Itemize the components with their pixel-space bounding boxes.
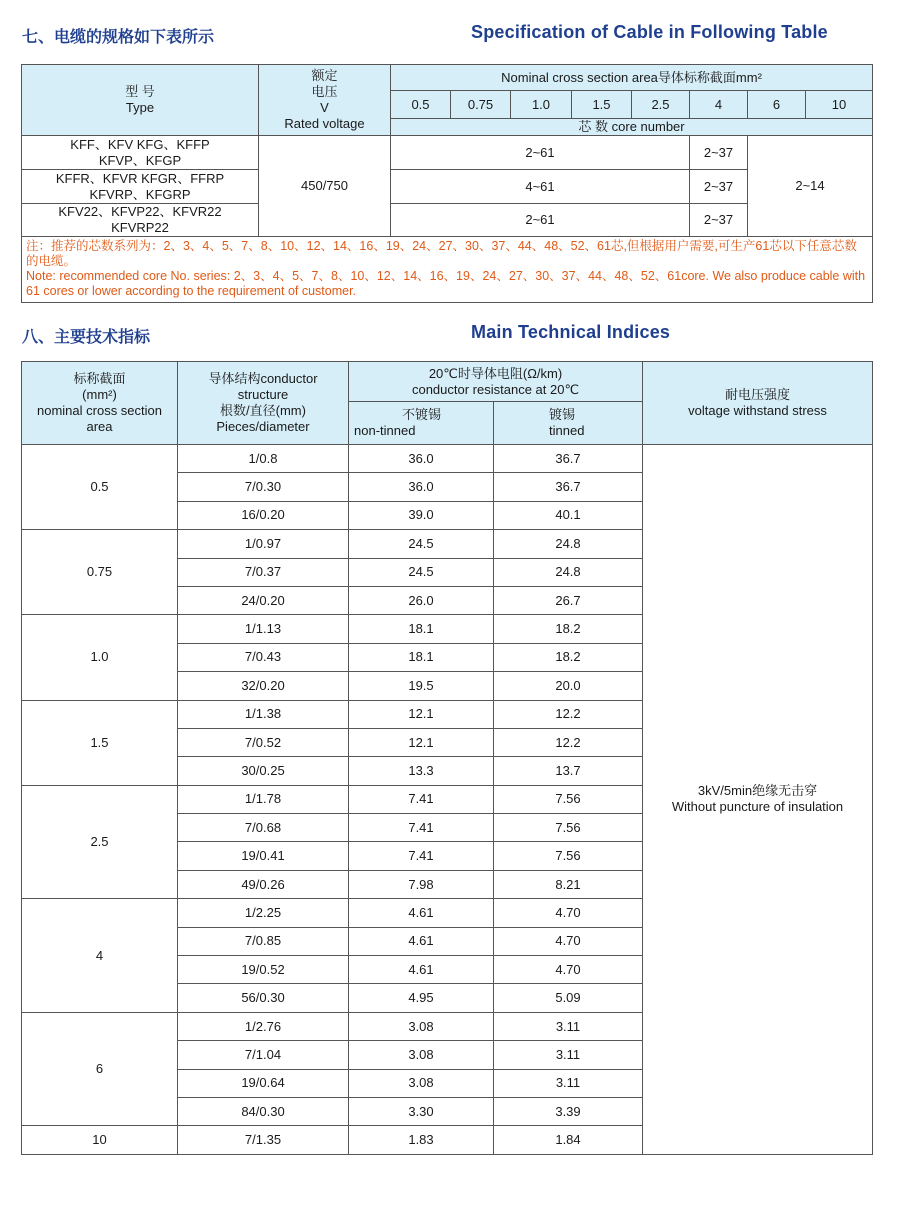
structure-cell: 7/0.30 — [178, 473, 349, 501]
tinned-cell: 3.11 — [494, 1012, 643, 1040]
nontinned-cell: 4.95 — [349, 984, 494, 1012]
structure-cell: 1/1.38 — [178, 700, 349, 728]
tinned-cell: 4.70 — [494, 927, 643, 955]
nontinned-cell: 3.08 — [349, 1012, 494, 1040]
structure-header — [178, 362, 349, 445]
area-header-en2: area — [86, 419, 113, 434]
nontinned-header-cn: 不镀锡 — [402, 407, 442, 422]
nontinned-cell: 3.08 — [349, 1069, 494, 1097]
section8-title-cn: 八、主要技术指标 — [22, 327, 151, 346]
spec-table — [21, 64, 873, 303]
nontinned-cell: 7.98 — [349, 870, 494, 898]
nontinned-cell: 7.41 — [349, 842, 494, 870]
structure-cell: 30/0.25 — [178, 757, 349, 785]
tinned-cell: 5.09 — [494, 984, 643, 1012]
structure-cell: 19/0.52 — [178, 956, 349, 984]
tinned-header-en: tinned — [549, 423, 585, 438]
tinned-cell: 24.8 — [494, 558, 643, 586]
nontinned-cell: 36.0 — [349, 473, 494, 501]
area-cell: 4 — [22, 899, 178, 1013]
type-header — [22, 65, 259, 136]
nontinned-cell: 12.1 — [349, 700, 494, 728]
nontinned-cell: 13.3 — [349, 757, 494, 785]
type-line: KFVP、KFGP — [98, 152, 182, 168]
withstand-cell — [643, 445, 873, 1155]
structure-cell: 7/0.85 — [178, 927, 349, 955]
nontinned-cell: 4.61 — [349, 927, 494, 955]
core-range-cell: 2~61 — [391, 136, 690, 170]
nontinned-header-en: non-tinned — [354, 423, 416, 438]
nontinned-cell: 18.1 — [349, 643, 494, 671]
nontinned-cell: 24.5 — [349, 558, 494, 586]
area-cell: 1.5 — [22, 700, 178, 785]
nontinned-cell: 12.1 — [349, 728, 494, 756]
area-cell: 1.0 — [22, 615, 178, 700]
area-cell: 2.5 — [22, 785, 178, 899]
size-header: 0.5 — [391, 91, 451, 119]
structure-cell: 1/2.25 — [178, 899, 349, 927]
tinned-cell: 8.21 — [494, 870, 643, 898]
structure-cell: 7/0.43 — [178, 643, 349, 671]
size-header: 6 — [748, 91, 806, 119]
tinned-cell: 4.70 — [494, 956, 643, 984]
structure-cell: 84/0.30 — [178, 1097, 349, 1125]
spec-note-en: Note: recommended core No. series: 2、3、4、5、7、8、10、12、14、16、19、24、27、30、37、44、48、52、61core. We also produce cable with 61 cores or lower according to the requirement of customer. — [26, 269, 866, 298]
structure-cell: 7/1.04 — [178, 1041, 349, 1069]
structure-header-l3: 根数/直径(mm) — [220, 403, 306, 418]
nontinned-header — [349, 402, 494, 445]
section7-title-en: Specification of Cable in Following Table — [471, 22, 828, 42]
area-header-cn: 标称截面 — [73, 371, 126, 386]
withstand-header — [643, 362, 873, 445]
tinned-cell: 1.84 — [494, 1126, 643, 1154]
area-cell: 10 — [22, 1126, 178, 1154]
nontinned-cell: 39.0 — [349, 501, 494, 529]
area-cell: 0.75 — [22, 530, 178, 615]
structure-cell: 7/0.68 — [178, 814, 349, 842]
size-header: 4 — [690, 91, 748, 119]
tinned-cell: 20.0 — [494, 672, 643, 700]
tinned-cell: 4.70 — [494, 899, 643, 927]
withstand-header-cn: 耐电压强度 — [725, 387, 791, 402]
structure-cell: 56/0.30 — [178, 984, 349, 1012]
core-range-cell: 2~37 — [690, 204, 748, 237]
rated-voltage-en: Rated voltage — [284, 116, 365, 131]
core-range-cell: 2~14 — [748, 136, 873, 237]
table-row — [22, 445, 873, 473]
withstand-header-en: voltage withstand stress — [688, 403, 827, 418]
spec-note — [22, 237, 873, 303]
nontinned-cell: 26.0 — [349, 586, 494, 614]
type-line: KFV22、KFVP22、KFVR22 — [58, 204, 222, 219]
structure-cell: 7/0.52 — [178, 728, 349, 756]
nominal-area-header: Nominal cross section area导体标称截面mm² — [391, 65, 873, 91]
resistance-header-l1: 20℃时导体电阻(Ω/km) — [428, 365, 563, 381]
core-number-header: 芯 数 core number — [391, 119, 873, 136]
tinned-cell: 3.39 — [494, 1097, 643, 1125]
nontinned-cell: 24.5 — [349, 530, 494, 558]
type-cell — [22, 204, 259, 237]
type-cell — [22, 170, 259, 204]
structure-cell: 1/0.8 — [178, 445, 349, 473]
tinned-cell: 7.56 — [494, 842, 643, 870]
structure-cell: 1/1.78 — [178, 785, 349, 813]
tinned-cell: 18.2 — [494, 643, 643, 671]
tinned-cell: 12.2 — [494, 700, 643, 728]
area-header-en1: nominal cross section — [37, 403, 162, 418]
withstand-cn: 3kV/5min绝缘无击穿 — [697, 783, 818, 799]
tinned-cell: 18.2 — [494, 615, 643, 643]
section7-title-cn: 七、电缆的规格如下表所示 — [22, 27, 215, 46]
structure-cell: 16/0.20 — [178, 501, 349, 529]
tinned-cell: 3.11 — [494, 1069, 643, 1097]
rated-voltage-header — [259, 65, 391, 136]
core-range-cell: 4~61 — [391, 170, 690, 204]
nontinned-cell: 3.30 — [349, 1097, 494, 1125]
tinned-header — [494, 402, 643, 445]
tinned-cell: 13.7 — [494, 757, 643, 785]
tinned-cell: 12.2 — [494, 728, 643, 756]
area-cell: 6 — [22, 1012, 178, 1126]
nontinned-cell: 36.0 — [349, 445, 494, 473]
size-header: 1.0 — [511, 91, 572, 119]
structure-cell: 19/0.41 — [178, 842, 349, 870]
core-range-cell: 2~37 — [690, 136, 748, 170]
core-range-cell: 2~37 — [690, 170, 748, 204]
nontinned-cell: 7.41 — [349, 785, 494, 813]
tinned-cell: 7.56 — [494, 785, 643, 813]
tinned-cell: 24.8 — [494, 530, 643, 558]
structure-header-l1: 导体结构conductor — [208, 371, 318, 386]
structure-cell: 7/1.35 — [178, 1126, 349, 1154]
type-line: KFVRP、KFGRP — [89, 186, 191, 202]
tinned-cell: 40.1 — [494, 501, 643, 529]
rated-voltage-cn1: 额定 — [311, 68, 338, 83]
section8-title-en: Main Technical Indices — [471, 322, 671, 342]
tinned-cell: 36.7 — [494, 445, 643, 473]
rated-voltage-unit: V — [320, 100, 329, 115]
size-header: 1.5 — [572, 91, 632, 119]
nontinned-cell: 1.83 — [349, 1126, 494, 1154]
core-range-cell: 2~61 — [391, 204, 690, 237]
structure-cell: 32/0.20 — [178, 672, 349, 700]
nontinned-cell: 4.61 — [349, 899, 494, 927]
structure-header-l4: Pieces/diameter — [216, 419, 310, 434]
withstand-en: Without puncture of insulation — [671, 799, 844, 815]
resistance-header — [349, 362, 643, 402]
nontinned-cell: 19.5 — [349, 672, 494, 700]
area-cell: 0.5 — [22, 445, 178, 530]
type-header-cn: 型 号 — [125, 84, 155, 99]
tinned-cell: 7.56 — [494, 814, 643, 842]
voltage-cell: 450/750 — [259, 136, 391, 237]
size-header: 0.75 — [451, 91, 511, 119]
rated-voltage-cn2: 电压 — [311, 84, 338, 99]
structure-cell: 1/0.97 — [178, 530, 349, 558]
tech-table-body — [22, 445, 873, 1155]
resistance-header-l2: conductor resistance at 20℃ — [411, 381, 580, 397]
tinned-cell: 36.7 — [494, 473, 643, 501]
tech-table — [21, 361, 873, 1155]
structure-cell: 7/0.37 — [178, 558, 349, 586]
tinned-cell: 3.11 — [494, 1041, 643, 1069]
type-line: KFF、KFV KFG、KFFP — [70, 136, 210, 152]
tinned-cell: 26.7 — [494, 586, 643, 614]
type-line: KFVRP22 — [111, 220, 169, 235]
spec-note-cn: 注：推荐的芯数系列为：2、3、4、5、7、8、10、12、14、16、19、24、27、30、37、44、48、52、61芯,但根据用户需要,可生产61芯以下任意芯数的电缆。 — [26, 239, 857, 268]
nontinned-cell: 4.61 — [349, 956, 494, 984]
structure-cell: 1/2.76 — [178, 1012, 349, 1040]
area-header-unit: (mm²) — [82, 387, 117, 402]
structure-cell: 24/0.20 — [178, 586, 349, 614]
tinned-header-cn: 镀锡 — [549, 407, 576, 422]
structure-cell: 19/0.64 — [178, 1069, 349, 1097]
nontinned-cell: 7.41 — [349, 814, 494, 842]
structure-cell: 1/1.13 — [178, 615, 349, 643]
area-header — [22, 362, 178, 445]
structure-cell: 49/0.26 — [178, 870, 349, 898]
type-header-en: Type — [125, 100, 155, 115]
type-line: KFFR、KFVR KFGR、FFRP — [55, 170, 225, 186]
size-header: 2.5 — [632, 91, 690, 119]
nontinned-cell: 3.08 — [349, 1041, 494, 1069]
type-cell — [22, 136, 259, 170]
size-header: 10 — [806, 91, 873, 119]
structure-header-l2: structure — [237, 387, 289, 402]
nontinned-cell: 18.1 — [349, 615, 494, 643]
